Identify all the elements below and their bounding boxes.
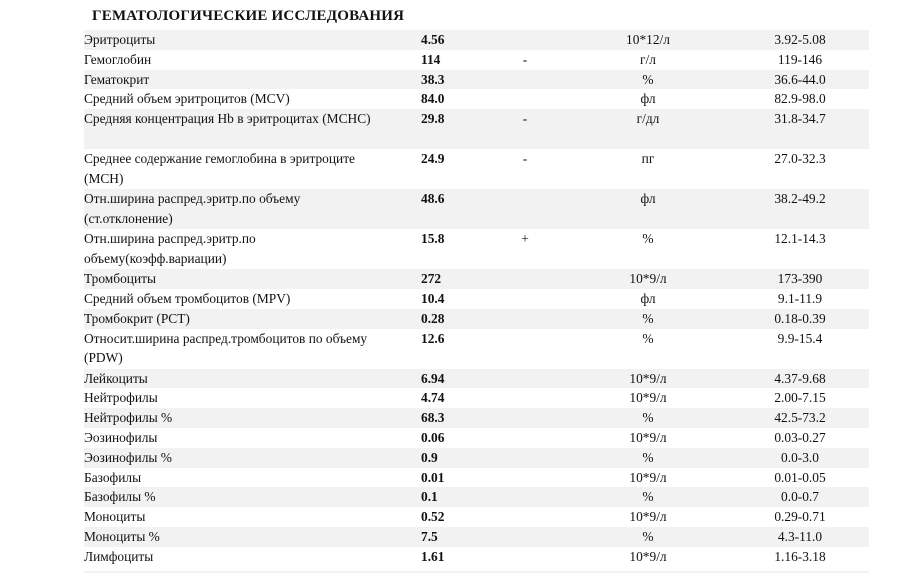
test-value: 29.8 <box>421 111 445 127</box>
table-row <box>84 428 869 448</box>
test-name: Тромбоциты <box>84 271 156 287</box>
test-unit: % <box>642 410 654 426</box>
test-value: 24.9 <box>421 151 445 167</box>
test-unit: % <box>642 489 654 505</box>
test-unit: пг <box>641 151 655 167</box>
test-name: Моноциты <box>84 509 146 525</box>
table-row <box>84 369 869 389</box>
reference-range: 0.01-0.05 <box>774 469 826 485</box>
test-value: 48.6 <box>421 191 445 207</box>
test-unit: % <box>642 231 654 247</box>
test-name: Эозинофилы % <box>84 449 172 465</box>
abnormal-flag: + <box>521 231 529 247</box>
test-value: 12.6 <box>421 330 445 346</box>
test-name: Базофилы % <box>84 489 156 505</box>
test-unit: 10*9/л <box>629 429 667 445</box>
table-row <box>84 547 869 567</box>
table-row <box>84 507 869 527</box>
test-value: 0.52 <box>421 509 445 525</box>
reference-range: 119-146 <box>777 51 823 67</box>
reference-range: 27.0-32.3 <box>774 151 826 167</box>
reference-range: 4.37-9.68 <box>774 370 826 386</box>
reference-range: 9.9-15.4 <box>777 330 823 346</box>
table-row <box>84 189 869 229</box>
test-name: Гемоглобин <box>84 51 152 67</box>
test-value: 4.74 <box>421 390 445 406</box>
reference-range: 38.2-49.2 <box>774 191 826 207</box>
table-row <box>84 50 869 70</box>
reference-range: 0.0-3.0 <box>781 449 819 465</box>
reference-range: 0.18-0.39 <box>774 310 826 326</box>
test-value: 272 <box>421 271 442 287</box>
abnormal-flag: - <box>522 51 528 67</box>
table-row <box>84 109 869 149</box>
test-value: 38.3 <box>421 71 445 87</box>
reference-range: 9.1-11.9 <box>777 290 823 306</box>
test-unit: % <box>642 71 654 87</box>
test-value: 1.61 <box>421 548 445 564</box>
reference-range: 1.16-3.18 <box>774 548 826 564</box>
test-name: Средний объем тромбоцитов (MPV) <box>84 290 291 306</box>
reference-range: 173-390 <box>777 271 823 287</box>
reference-range: 4.3-11.0 <box>777 528 823 544</box>
test-value: 15.8 <box>421 231 445 247</box>
test-value: 114 <box>421 51 441 67</box>
table-row <box>84 289 869 309</box>
test-value: 10.4 <box>421 290 445 306</box>
reference-range: 42.5-73.2 <box>774 410 826 426</box>
test-unit: 10*9/л <box>629 390 667 406</box>
test-name: Отн.ширина распред.эритр.по объему (ст.отклонение) <box>84 191 301 226</box>
test-unit: фл <box>640 91 656 107</box>
test-value: 0.1 <box>421 489 438 505</box>
test-unit: 10*12/л <box>626 32 670 47</box>
test-unit: % <box>642 310 654 326</box>
reference-range: 31.8-34.7 <box>774 111 826 127</box>
reference-range: 2.00-7.15 <box>774 390 826 406</box>
abnormal-flag: - <box>522 151 528 167</box>
test-name: Лейкоциты <box>84 370 148 386</box>
test-unit: 10*9/л <box>629 509 667 525</box>
table-row <box>84 329 869 369</box>
test-name: Относит.ширина распред.тромбоцитов по объему (PDW) <box>84 330 368 366</box>
test-name: Средняя концентрация Hb в эритроцитах (MCHC) <box>84 111 371 127</box>
test-unit: 10*9/л <box>629 548 667 564</box>
test-value: 4.56 <box>421 32 445 47</box>
test-value: 0.28 <box>421 310 445 326</box>
reference-range: 0.0-0.7 <box>781 489 819 505</box>
test-name: Базофилы <box>84 469 142 485</box>
test-value: 0.9 <box>421 449 438 465</box>
test-name: Среднее содержание гемоглобина в эритроците (MCH) <box>84 151 355 186</box>
test-value: 84.0 <box>421 91 445 107</box>
test-unit: фл <box>640 290 656 306</box>
table-row <box>84 448 869 468</box>
table-row <box>84 487 869 507</box>
table-row <box>84 468 869 488</box>
reference-range: 0.03-0.27 <box>774 429 826 445</box>
test-unit: % <box>642 449 654 465</box>
test-unit: г/дл <box>636 111 660 127</box>
test-name: Моноциты % <box>84 528 160 544</box>
table-row <box>84 408 869 428</box>
test-value: 0.01 <box>421 469 445 485</box>
section-title: ГЕМАТОЛОГИЧЕСКИЕ ИССЛЕДОВАНИЯ <box>92 8 405 24</box>
reference-range: 82.9-98.0 <box>774 91 826 107</box>
test-name: Нейтрофилы <box>84 390 158 406</box>
test-name: Гематокрит <box>84 71 150 87</box>
table-row <box>84 70 869 90</box>
test-name: Отн.ширина распред.эритр.по объему(коэфф.вариации) <box>84 231 256 266</box>
test-name: Эозинофилы <box>84 429 158 445</box>
test-name: Лимфоциты <box>84 548 154 564</box>
reference-range: 12.1-14.3 <box>774 231 826 247</box>
test-unit: % <box>642 330 654 346</box>
abnormal-flag: - <box>522 111 528 127</box>
table-row <box>84 149 869 189</box>
table-row <box>84 388 869 408</box>
test-value: 6.94 <box>421 370 445 386</box>
table-row <box>84 269 869 289</box>
test-unit: 10*9/л <box>629 370 667 386</box>
test-name: Эритроциты <box>84 32 156 47</box>
test-name: Средний объем эритроцитов (MCV) <box>84 91 290 107</box>
test-unit: % <box>642 528 654 544</box>
test-unit: 10*9/л <box>629 469 667 485</box>
reference-range: 0.29-0.71 <box>774 509 826 525</box>
table-row <box>84 229 869 269</box>
results-table <box>84 30 869 567</box>
table-row <box>84 89 869 109</box>
reference-range: 36.6-44.0 <box>774 71 826 87</box>
test-name: Тромбокрит (PCT) <box>84 310 190 326</box>
table-row <box>84 309 869 329</box>
reference-range: 3.92-5.08 <box>774 32 826 47</box>
table-row <box>84 30 869 50</box>
test-value: 0.06 <box>421 429 445 445</box>
test-value: 7.5 <box>421 528 438 544</box>
test-unit: фл <box>640 191 656 207</box>
test-value: 68.3 <box>421 410 445 426</box>
test-unit: 10*9/л <box>629 271 667 287</box>
test-unit: г/л <box>640 51 656 67</box>
test-name: Нейтрофилы % <box>84 410 173 426</box>
table-bottom-divider <box>84 571 869 573</box>
table-row <box>84 527 869 547</box>
